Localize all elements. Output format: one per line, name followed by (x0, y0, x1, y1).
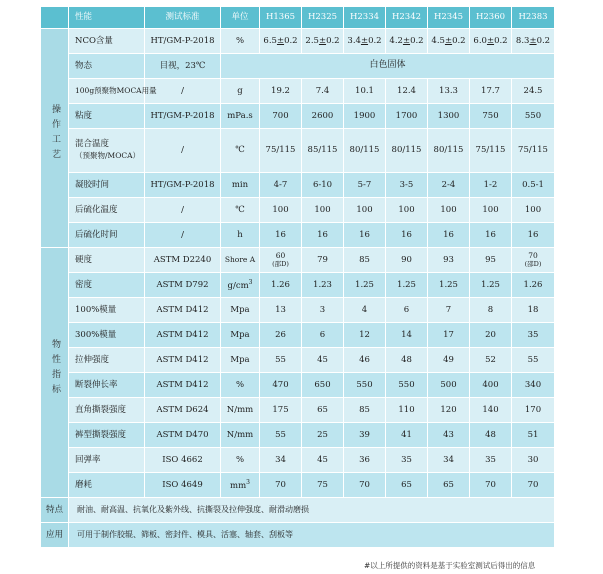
cell-value: 80/115 (344, 129, 386, 173)
row-application (41, 523, 555, 548)
cell-value: 100 (386, 198, 428, 223)
row-post-cure-time (41, 223, 555, 248)
cell-value: 55 (512, 348, 555, 373)
cell-value: 45 (302, 348, 344, 373)
cell-value: 175 (260, 398, 302, 423)
row-unit: Mpa (221, 323, 260, 348)
cell-value: 750 (470, 104, 512, 129)
cell-value: 70 (260, 473, 302, 498)
row-unit: % (221, 448, 260, 473)
row-appearance (41, 54, 555, 79)
row-standard: ASTM D412 (145, 373, 221, 398)
cell-value: 1.26 (260, 273, 302, 298)
row-name-line2: （预聚物/MOCA） (75, 150, 141, 160)
cell-value: 85 (344, 248, 386, 273)
cell-value: 140 (470, 398, 512, 423)
row-standard: 目视，23℃ (145, 54, 221, 79)
cell-value: 170 (512, 398, 555, 423)
cell-value: 2600 (302, 104, 344, 129)
header-grade-h1365: H1365 (260, 7, 302, 29)
cell-value: 1.25 (344, 273, 386, 298)
row-standard: / (145, 79, 221, 104)
cell-value: 18 (512, 298, 555, 323)
footnote: #以上所提供的资料是基于实验室测试后得出的信息 (364, 561, 536, 570)
row-standard: / (145, 198, 221, 223)
row-standard: HT/GM-P-2018 (145, 173, 221, 198)
cell-value: 79 (302, 248, 344, 273)
row-standard: / (145, 129, 221, 173)
cell-value: 4.2±0.2 (386, 29, 428, 54)
row-modulus-300 (41, 323, 555, 348)
cell-value: 46 (344, 348, 386, 373)
header-grade-h2345: H2345 (428, 7, 470, 29)
header-row (41, 7, 555, 29)
row-resilience (41, 448, 555, 473)
header-grade-h2383: H2383 (512, 7, 555, 29)
header-grade-h2325: H2325 (302, 7, 344, 29)
cell-value: 16 (260, 223, 302, 248)
cell-value: 6.0±0.2 (470, 29, 512, 54)
cell-value: 1900 (344, 104, 386, 129)
cell-value: 51 (512, 423, 555, 448)
row-tear-right-angle (41, 398, 555, 423)
cell-value: 65 (302, 398, 344, 423)
row-name: 硬度 (69, 248, 145, 273)
row-standard: ASTM D470 (145, 423, 221, 448)
header-blank (41, 7, 69, 29)
cell-value: 16 (386, 223, 428, 248)
row-name: 断裂伸长率 (69, 373, 145, 398)
row-name (69, 129, 145, 173)
row-standard: ASTM D412 (145, 323, 221, 348)
cell-value: 550 (386, 373, 428, 398)
cell-value: 10.1 (344, 79, 386, 104)
cell-value: 400 (470, 373, 512, 398)
row-unit: ℃ (221, 129, 260, 173)
cell-value: 5-7 (344, 173, 386, 198)
cell-value: 1.23 (302, 273, 344, 298)
header-grade-h2334: H2334 (344, 7, 386, 29)
cell-value: 340 (512, 373, 555, 398)
cell-value: 35 (512, 323, 555, 348)
cell-value: 25 (302, 423, 344, 448)
row-standard: ASTM D412 (145, 348, 221, 373)
cell-value: 650 (302, 373, 344, 398)
cell-value: 100 (344, 198, 386, 223)
cell-value: 12.4 (386, 79, 428, 104)
cell-value: 6 (302, 323, 344, 348)
cell-value: 65 (386, 473, 428, 498)
cell-value: 13.3 (428, 79, 470, 104)
row-unit: Mpa (221, 348, 260, 373)
row-name: 粘度 (69, 104, 145, 129)
row-name: 凝胶时间 (69, 173, 145, 198)
row-viscosity (41, 104, 555, 129)
cell-value: 41 (386, 423, 428, 448)
row-standard: ISO 4649 (145, 473, 221, 498)
row-tensile-strength (41, 348, 555, 373)
hardness-note: (邵D) (272, 260, 289, 268)
cell-value: 0.5-1 (512, 173, 555, 198)
spec-table (40, 6, 555, 548)
cell-value: 85 (344, 398, 386, 423)
cell-value: 75/115 (512, 129, 555, 173)
row-standard: HT/GM-P-2018 (145, 104, 221, 129)
cell-value: 70 (邵D) (512, 248, 555, 273)
cell-value: 75/115 (470, 129, 512, 173)
cell-value: 20 (470, 323, 512, 348)
row-unit: N/mm (221, 423, 260, 448)
row-standard: ASTM D624 (145, 398, 221, 423)
row-name: 100g预聚物MOCA用量 (69, 79, 145, 104)
row-name: NCO含量 (69, 29, 145, 54)
cell-value: 49 (428, 348, 470, 373)
cell-value: 30 (512, 448, 555, 473)
cell-value: 55 (260, 423, 302, 448)
row-abrasion (41, 473, 555, 498)
row-name: 后硫化温度 (69, 198, 145, 223)
row-standard: ASTM D792 (145, 273, 221, 298)
cell-value: 2.5±0.2 (302, 29, 344, 54)
cell-value: 110 (386, 398, 428, 423)
cell-value: 1.25 (386, 273, 428, 298)
cell-value: 3 (302, 298, 344, 323)
cell-value: 75/115 (260, 129, 302, 173)
row-name: 回弹率 (69, 448, 145, 473)
cell-value: 39 (344, 423, 386, 448)
row-unit: $mm^3$ (221, 473, 260, 498)
cell-value: 90 (386, 248, 428, 273)
row-name: 后硫化时间 (69, 223, 145, 248)
row-hardness (41, 248, 555, 273)
cell-value: 65 (428, 473, 470, 498)
row-name-line1: 混合温度 (75, 139, 110, 150)
cell-value: 52 (470, 348, 512, 373)
row-modulus-100 (41, 298, 555, 323)
cell-value: 4-7 (260, 173, 302, 198)
row-name: 300%模量 (69, 323, 145, 348)
cell-value: 16 (512, 223, 555, 248)
cell-value: 48 (470, 423, 512, 448)
cell-value: 7.4 (302, 79, 344, 104)
cell-value: 12 (344, 323, 386, 348)
cell-value: 70 (344, 473, 386, 498)
cell-value: 6-10 (302, 173, 344, 198)
application-label: 应用 (41, 523, 69, 548)
cell-value: 55 (260, 348, 302, 373)
row-name: 裤型撕裂强度 (69, 423, 145, 448)
cell-value: 45 (302, 448, 344, 473)
cell-value: 70 (470, 473, 512, 498)
row-unit: Shore A (221, 248, 260, 273)
row-name: 直角撕裂强度 (69, 398, 145, 423)
row-standard: ASTM D2240 (145, 248, 221, 273)
cell-value: 1-2 (470, 173, 512, 198)
application-text: 可用于制作胶辊、筛板、密封件、模具、活塞、轴套、刮板等 (69, 523, 555, 548)
row-unit: Mpa (221, 298, 260, 323)
cell-value: 3.4±0.2 (344, 29, 386, 54)
cell-value: 48 (386, 348, 428, 373)
row-unit: g (221, 79, 260, 104)
row-features (41, 498, 555, 523)
cell-value: 13 (260, 298, 302, 323)
cell-value: 100 (470, 198, 512, 223)
cell-value: 17.7 (470, 79, 512, 104)
row-name: 100%模量 (69, 298, 145, 323)
cell-value: 24.5 (512, 79, 555, 104)
cell-value: 43 (428, 423, 470, 448)
cell-value: 1.25 (428, 273, 470, 298)
cell-value: 35 (470, 448, 512, 473)
row-unit: ℃ (221, 198, 260, 223)
cell-value: 14 (386, 323, 428, 348)
row-gel-time (41, 173, 555, 198)
row-elongation (41, 373, 555, 398)
features-label: 特点 (41, 498, 69, 523)
cell-value: 19.2 (260, 79, 302, 104)
cell-value: 700 (260, 104, 302, 129)
hardness-note: (邵D) (524, 260, 542, 268)
cell-value: 70 (512, 473, 555, 498)
cell-value: 8.3±0.2 (512, 29, 555, 54)
cell-value: 550 (512, 104, 555, 129)
cell-value: 80/115 (428, 129, 470, 173)
cell-value: 100 (302, 198, 344, 223)
cell-value: 60 (邵D) (260, 248, 302, 273)
row-unit: $g/cm^3$ (221, 273, 260, 298)
header-grade-h2360: H2360 (470, 7, 512, 29)
cell-value: 80/115 (386, 129, 428, 173)
cell-value: 2-4 (428, 173, 470, 198)
cell-value: 17 (428, 323, 470, 348)
row-standard: ISO 4662 (145, 448, 221, 473)
cell-value: 6.5±0.2 (260, 29, 302, 54)
row-standard: / (145, 223, 221, 248)
cell-value: 7 (428, 298, 470, 323)
cell-value: 85/115 (302, 129, 344, 173)
group-process-label (41, 29, 69, 248)
row-name: 磨耗 (69, 473, 145, 498)
cell-value: 26 (260, 323, 302, 348)
header-grade-h2342: H2342 (386, 7, 428, 29)
group-physical-text: 物性指标 (50, 338, 61, 399)
cell-value: 35 (386, 448, 428, 473)
row-moca-dosage (41, 79, 555, 104)
appearance-value: 白色固体 (221, 54, 555, 79)
cell-value: 1700 (386, 104, 428, 129)
row-density (41, 273, 555, 298)
row-mix-temperature (41, 129, 555, 173)
cell-value: 93 (428, 248, 470, 273)
row-unit: N/mm (221, 398, 260, 423)
header-unit: 单位 (221, 7, 260, 29)
cell-value: 6 (386, 298, 428, 323)
cell-value: 3-5 (386, 173, 428, 198)
row-nco (41, 29, 555, 54)
row-unit: h (221, 223, 260, 248)
header-standard: 测试标准 (145, 7, 221, 29)
cell-value: 16 (344, 223, 386, 248)
cell-value: 100 (512, 198, 555, 223)
row-unit: % (221, 373, 260, 398)
cell-value: 34 (260, 448, 302, 473)
row-standard: HT/GM-P-2018 (145, 29, 221, 54)
cell-value: 500 (428, 373, 470, 398)
row-unit: mPa.s (221, 104, 260, 129)
cell-value: 1.25 (470, 273, 512, 298)
cell-value: 1.26 (512, 273, 555, 298)
group-physical-label (41, 248, 69, 498)
cell-value: 550 (344, 373, 386, 398)
cell-value: 1300 (428, 104, 470, 129)
cell-value: 75 (302, 473, 344, 498)
cell-value: 8 (470, 298, 512, 323)
cell-value: 100 (428, 198, 470, 223)
cell-value: 16 (302, 223, 344, 248)
row-unit: % (221, 29, 260, 54)
cell-value: 16 (470, 223, 512, 248)
row-name: 密度 (69, 273, 145, 298)
cell-value: 34 (428, 448, 470, 473)
cell-value: 36 (344, 448, 386, 473)
cell-value: 4.5±0.2 (428, 29, 470, 54)
cell-value: 470 (260, 373, 302, 398)
cell-value: 16 (428, 223, 470, 248)
row-standard: ASTM D412 (145, 298, 221, 323)
row-name: 物态 (69, 54, 145, 79)
cell-value: 4 (344, 298, 386, 323)
row-unit: min (221, 173, 260, 198)
row-tear-trouser (41, 423, 555, 448)
cell-value: 95 (470, 248, 512, 273)
cell-value: 100 (260, 198, 302, 223)
group-process-text: 操作工艺 (50, 104, 61, 165)
cell-value: 120 (428, 398, 470, 423)
header-property: 性能 (69, 7, 145, 29)
row-post-cure-temperature (41, 198, 555, 223)
row-name: 拉伸强度 (69, 348, 145, 373)
features-text: 耐油、耐高温、抗氧化及紫外线、抗撕裂及拉伸强度、耐滑动磨损 (69, 498, 555, 523)
